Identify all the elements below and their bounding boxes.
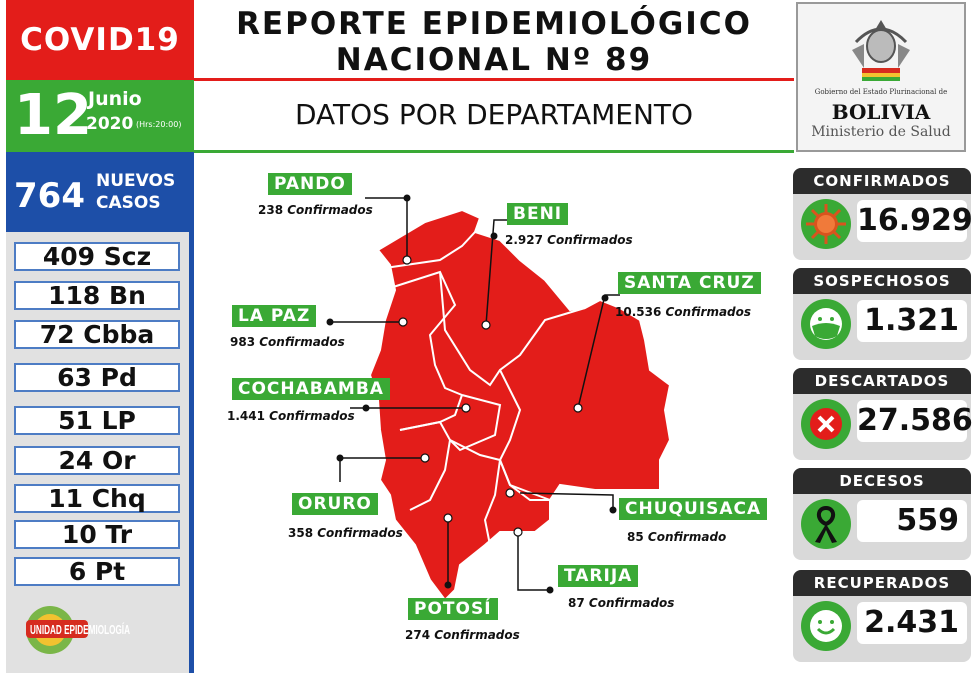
dept-new-cases-item: 11 Chq <box>14 484 180 513</box>
report-subtitle: DATOS POR DEPARTAMENTO <box>294 98 694 131</box>
government-country: BOLIVIA <box>831 100 931 124</box>
stat-descartados <box>793 368 971 460</box>
government-small-text: Gobierno del Estado Plurinacional de <box>814 88 948 96</box>
stat-value: 27.586 <box>857 400 967 442</box>
dept-count-unit: Confirmados <box>259 335 345 349</box>
dept-count-value: 85 <box>627 530 644 544</box>
new-cases-box <box>6 152 194 232</box>
dept-new-cases-item: 6 Pt <box>14 557 180 586</box>
dept-count-value: 238 <box>258 203 284 217</box>
dept-count-la-paz <box>230 335 345 349</box>
dept-label-pando: PANDO <box>268 173 352 195</box>
report-hour: (Hrs:20:00) <box>136 120 182 129</box>
bolivia-shape <box>370 210 670 600</box>
dept-count-oruro <box>288 526 403 540</box>
stat-label: SOSPECHOSOS <box>793 268 971 294</box>
stat-value: 2.431 <box>857 602 967 644</box>
dept-new-cases-item: 24 Or <box>14 446 180 475</box>
new-cases-number: 764 <box>14 176 85 216</box>
report-day: 12 <box>14 83 92 148</box>
dept-label-cochabamba: COCHABAMBA <box>232 378 390 400</box>
stat-decesos <box>793 468 971 560</box>
stat-label: CONFIRMADOS <box>793 168 971 194</box>
dept-label-oruro: ORURO <box>292 493 378 515</box>
dept-new-cases-item: 72 Cbba <box>14 320 180 349</box>
dept-count-cochabamba <box>227 409 355 423</box>
new-cases-label: NUEVOS CASOS <box>96 171 176 213</box>
dept-new-cases-item: 118 Bn <box>14 281 180 310</box>
stat-label: RECUPERADOS <box>793 570 971 596</box>
dept-count-potosi <box>405 628 520 642</box>
dept-count-santa-cruz <box>615 305 751 319</box>
department-map <box>200 160 780 673</box>
stat-recuperados <box>793 570 971 662</box>
dept-label-beni: BENI <box>507 203 568 225</box>
dept-label-potosi: POTOSÍ <box>408 598 498 620</box>
smiley-icon <box>797 596 855 654</box>
dept-new-cases-item: 409 Scz <box>14 242 180 271</box>
dept-count-tarija <box>568 596 674 610</box>
report-year: 2020 <box>86 114 134 134</box>
mourning-ribbon-icon <box>797 494 855 552</box>
dept-count-value: 983 <box>230 335 256 349</box>
dept-count-value: 10.536 <box>615 305 662 319</box>
dept-new-cases-item: 51 LP <box>14 406 180 435</box>
dept-count-value: 358 <box>288 526 314 540</box>
stat-value: 1.321 <box>857 300 967 342</box>
logo-text: UNIDAD EPIDEMIOLOGÍA <box>30 622 131 637</box>
header-divider <box>194 78 794 81</box>
epidemiology-unit-logo <box>20 590 135 660</box>
dept-count-value: 274 <box>405 628 431 642</box>
dept-count-beni <box>505 233 633 247</box>
dept-new-cases-item: 63 Pd <box>14 363 180 392</box>
government-logo <box>796 2 966 152</box>
masked-face-icon <box>797 294 855 352</box>
stat-value: 16.929 <box>857 200 967 242</box>
dept-count-value: 2.927 <box>505 233 543 247</box>
covid-label: COVID19 <box>20 22 180 58</box>
report-title-line1: REPORTE EPIDEMIOLÓGICO <box>236 6 752 42</box>
stat-label: DESCARTADOS <box>793 368 971 394</box>
dept-label-santa-cruz: SANTA CRUZ <box>618 272 761 294</box>
dept-count-unit: Confirmados <box>317 526 403 540</box>
dept-new-cases-item: 10 Tr <box>14 520 180 549</box>
dept-count-unit: Confirmados <box>665 305 752 319</box>
dept-count-value: 87 <box>568 596 585 610</box>
dept-count-pando <box>258 203 373 217</box>
dept-count-unit: Confirmados <box>287 203 373 217</box>
dept-count-unit: Confirmados <box>269 409 355 423</box>
dept-label-chuquisaca: CHUQUISACA <box>619 498 767 520</box>
government-ministry: Ministerio de Salud <box>811 124 951 140</box>
header-divider <box>194 150 794 153</box>
stat-sospechosos <box>793 268 971 360</box>
covid-banner <box>6 0 194 80</box>
report-month: Junio <box>88 88 142 110</box>
dept-count-unit: Confirmados <box>434 628 520 642</box>
dept-label-tarija: TARIJA <box>558 565 638 587</box>
stat-value: 559 <box>857 500 967 542</box>
stat-label: DECESOS <box>793 468 971 494</box>
dept-count-unit: Confirmados <box>588 596 675 610</box>
dept-count-chuquisaca <box>627 530 726 544</box>
dept-count-unit: Confirmados <box>547 233 633 247</box>
dept-count-unit: Confirmado <box>647 530 727 544</box>
virus-icon <box>797 194 855 252</box>
date-box <box>6 80 194 152</box>
dept-label-la-paz: LA PAZ <box>232 305 316 327</box>
cross-circle-icon <box>797 394 855 452</box>
coat-of-arms-icon <box>848 12 914 82</box>
report-title-line2: NACIONAL Nº 89 <box>335 42 653 78</box>
stat-confirmados <box>793 168 971 260</box>
dept-count-value: 1.441 <box>227 409 265 423</box>
header <box>194 0 794 154</box>
